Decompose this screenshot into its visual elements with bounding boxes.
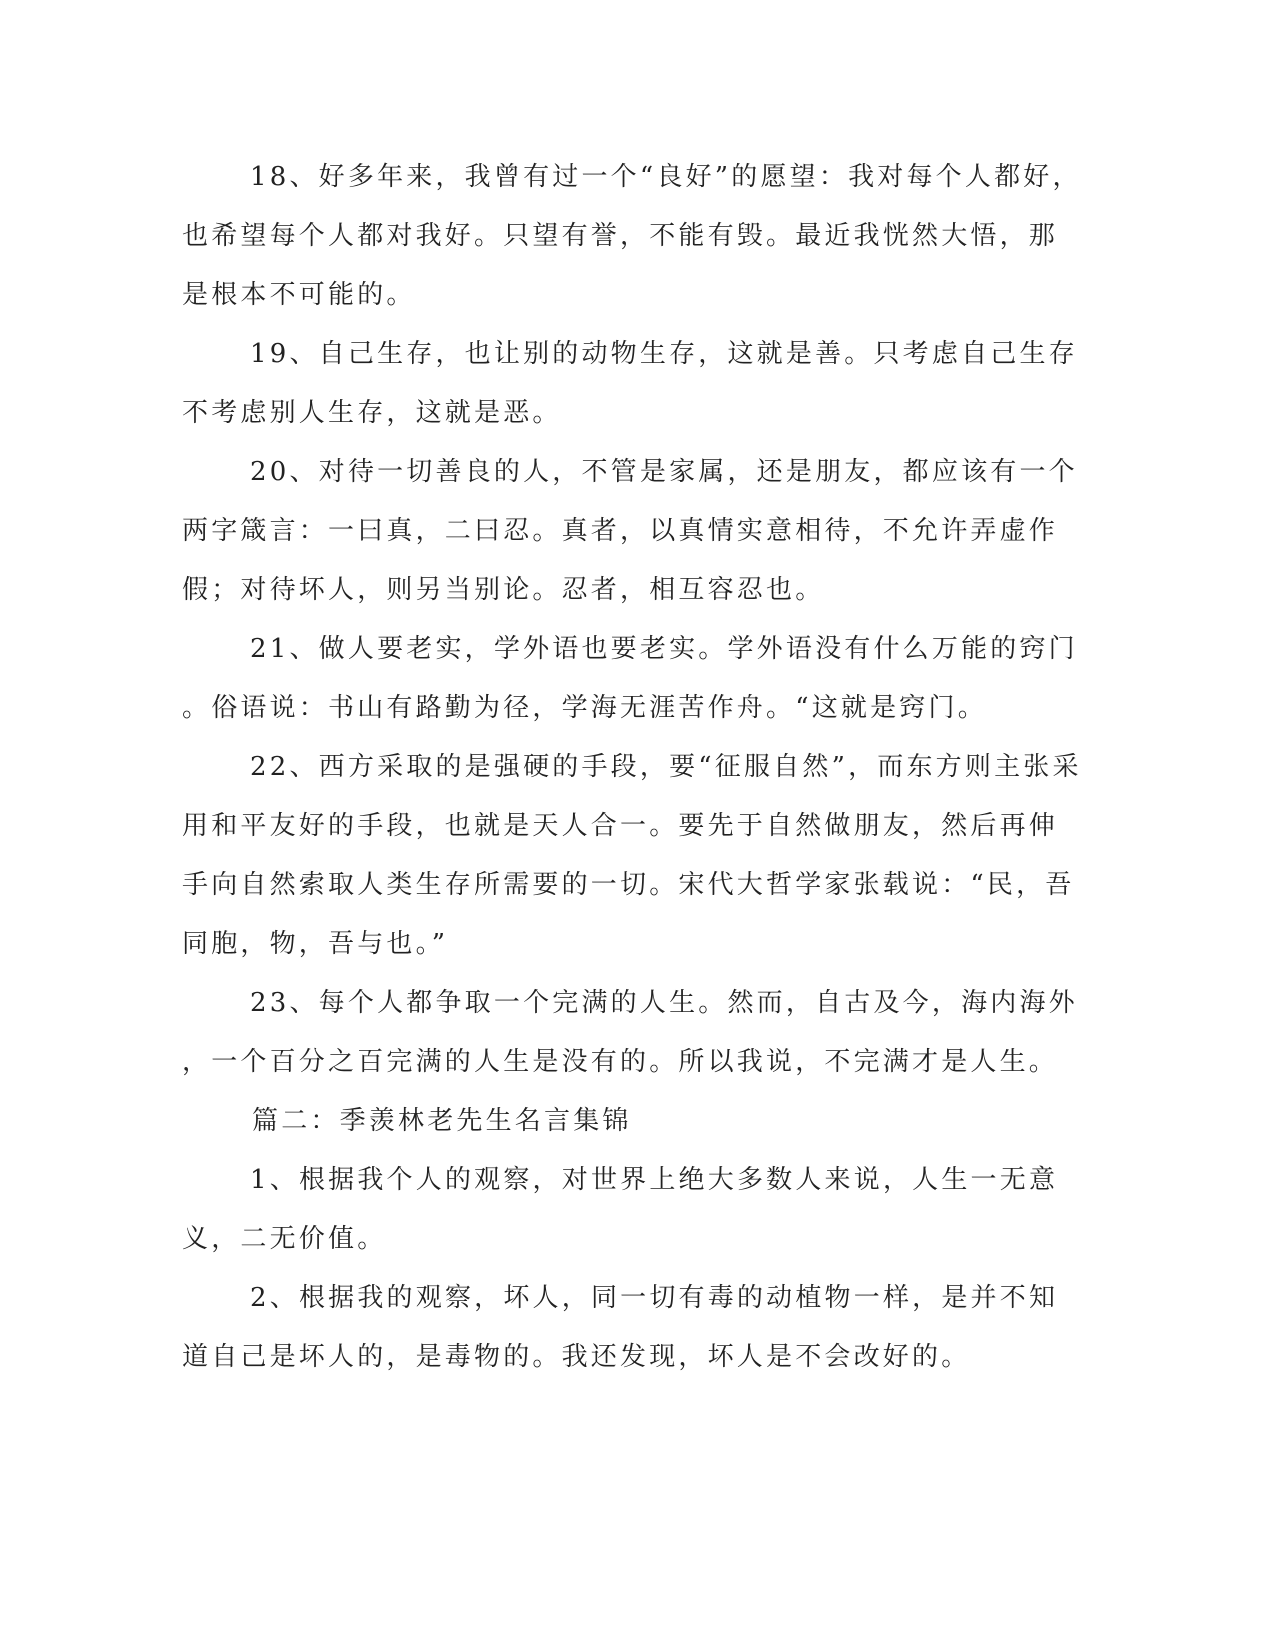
paragraph-line: 义，二无价值。 xyxy=(182,1224,387,1254)
paragraph-line: 。俗语说：书山有路勤为径，学海无涯苦作舟。“这就是窍门。 xyxy=(182,693,987,723)
document-page xyxy=(182,148,1082,1387)
paragraph-line: 2、根据我的观察，坏人，同一切有毒的动植物一样，是并不知 xyxy=(250,1283,1059,1313)
paragraph-23 xyxy=(182,974,1078,1092)
paragraph-line: 20、对待一切善良的人，不管是家属，还是朋友，都应该有一个 xyxy=(250,457,1078,487)
paragraph-line: 假；对待坏人，则另当别论。忍者，相互容忍也。 xyxy=(182,575,825,605)
paragraph-20 xyxy=(182,443,1078,620)
section-paragraph-1 xyxy=(182,1151,1059,1269)
section-paragraph-2 xyxy=(182,1269,1059,1387)
paragraph-line: 道自己是坏人的，是毒物的。我还发现，坏人是不会改好的。 xyxy=(182,1342,971,1372)
paragraph-19 xyxy=(182,325,1078,443)
paragraph-line: ，一个百分之百完满的人生是没有的。所以我说，不完满才是人生。 xyxy=(182,1047,1059,1077)
paragraph-line: 同胞，物，吾与也。” xyxy=(182,929,449,959)
paragraph-line: 23、每个人都争取一个完满的人生。然而，自古及今，海内海外 xyxy=(250,988,1078,1018)
paragraph-line: 19、自己生存，也让别的动物生存，这就是善。只考虑自己生存 xyxy=(250,339,1078,369)
paragraph-22 xyxy=(182,738,1082,974)
paragraph-line: 1、根据我个人的观察，对世界上绝大多数人来说，人生一无意 xyxy=(250,1165,1059,1195)
paragraph-18 xyxy=(182,148,1082,325)
paragraph-line: 也希望每个人都对我好。只望有誉，不能有毁。最近我恍然大悟，那 xyxy=(182,221,1059,251)
paragraph-line: 用和平友好的手段，也就是天人合一。要先于自然做朋友，然后再伸 xyxy=(182,811,1059,841)
section-heading: 篇二：季羡林老先生名言集锦 xyxy=(252,1106,632,1136)
paragraph-line: 21、做人要老实，学外语也要老实。学外语没有什么万能的窍门 xyxy=(250,634,1078,664)
paragraph-line: 手向自然索取人类生存所需要的一切。宋代大哲学家张载说：“民，吾 xyxy=(182,870,1075,900)
paragraph-line: 不考虑别人生存，这就是恶。 xyxy=(182,398,562,428)
paragraph-line: 是根本不可能的。 xyxy=(182,280,416,310)
paragraph-line: 18、好多年来，我曾有过一个“良好”的愿望：我对每个人都好， xyxy=(250,162,1082,192)
paragraph-line: 两字箴言：一曰真，二曰忍。真者，以真情实意相待，不允许弄虚作 xyxy=(182,516,1059,546)
paragraph-line: 22、西方采取的是强硬的手段，要“征服自然”，而东方则主张采 xyxy=(250,752,1082,782)
paragraph-21 xyxy=(182,620,1078,738)
